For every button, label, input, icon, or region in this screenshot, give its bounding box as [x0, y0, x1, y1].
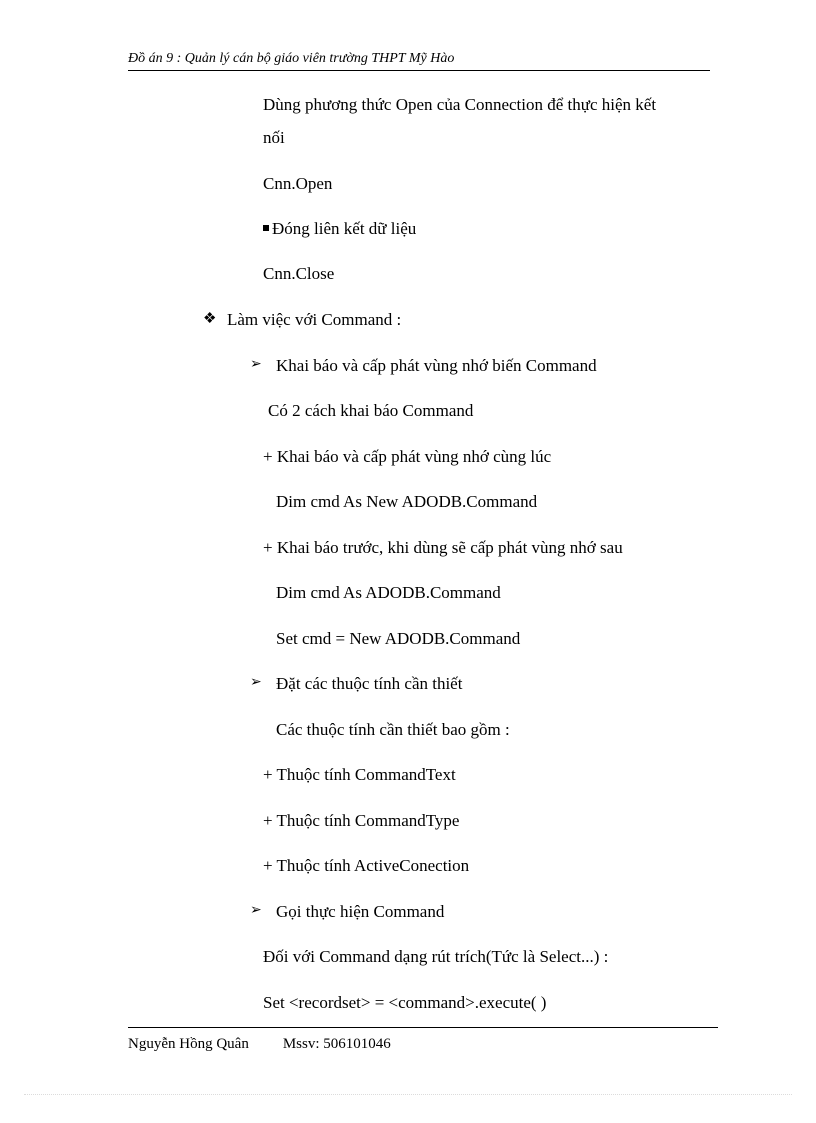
code-line: Set cmd = New ADODB.Command: [276, 629, 521, 648]
subsection-heading: Đặt các thuộc tính cần thiết: [276, 674, 463, 693]
paragraph-line: Đối với Command dạng rút trích(Tức là Select...) :: [263, 947, 609, 966]
paragraph-line: + Thuộc tính CommandType: [263, 811, 460, 830]
arrow-bullet-icon: ➢: [250, 675, 262, 690]
paragraph-line: Dùng phương thức Open của Connection để thực hiện kết: [263, 95, 657, 114]
code-line: Set <recordset> = <command>.execute( ): [263, 993, 547, 1012]
square-bullet-icon: [263, 225, 269, 231]
code-line: Dim cmd As ADODB.Command: [276, 583, 501, 602]
section-heading: Làm việc với Command :: [227, 310, 402, 329]
header-title: Đồ án 9 : Quản lý cán bộ giáo viên trường THPT Mỹ Hào: [128, 51, 455, 66]
footer-author: Nguyễn Hồng Quân: [128, 1036, 249, 1052]
code-line: Cnn.Close: [263, 264, 335, 283]
code-line: Dim cmd As New ADODB.Command: [276, 492, 538, 511]
paragraph-line: + Khai báo và cấp phát vùng nhớ cùng lúc: [263, 447, 552, 466]
bullet-item: [263, 218, 416, 240]
paragraph-line: + Thuộc tính CommandText: [263, 765, 456, 784]
paragraph-line: nối: [263, 128, 285, 147]
arrow-bullet-icon: ➢: [250, 357, 262, 372]
paragraph-line: Các thuộc tính cần thiết bao gồm :: [276, 720, 510, 739]
footer-student-id: Mssv: 506101046: [282, 1036, 391, 1052]
subsection-heading: Gọi thực hiện Command: [276, 902, 445, 921]
diamond-bullet-icon: ❖: [203, 311, 217, 327]
paragraph-line: + Khai báo trước, khi dùng sẽ cấp phát vùng nhớ sau: [263, 538, 623, 557]
page-footer: [128, 1034, 391, 1054]
code-line: Cnn.Open: [263, 174, 333, 193]
page-header: [128, 50, 710, 71]
paragraph-line: + Thuộc tính ActiveConection: [263, 856, 470, 875]
subsection-heading: Khai báo và cấp phát vùng nhớ biến Command: [276, 356, 597, 375]
arrow-bullet-icon: ➢: [250, 903, 262, 918]
bullet-text: Đóng liên kết dữ liệu: [272, 219, 417, 238]
footer-divider: [128, 1027, 718, 1028]
paragraph-line: Có 2 cách khai báo Command: [268, 401, 474, 420]
page-edge-divider: [24, 1094, 792, 1095]
